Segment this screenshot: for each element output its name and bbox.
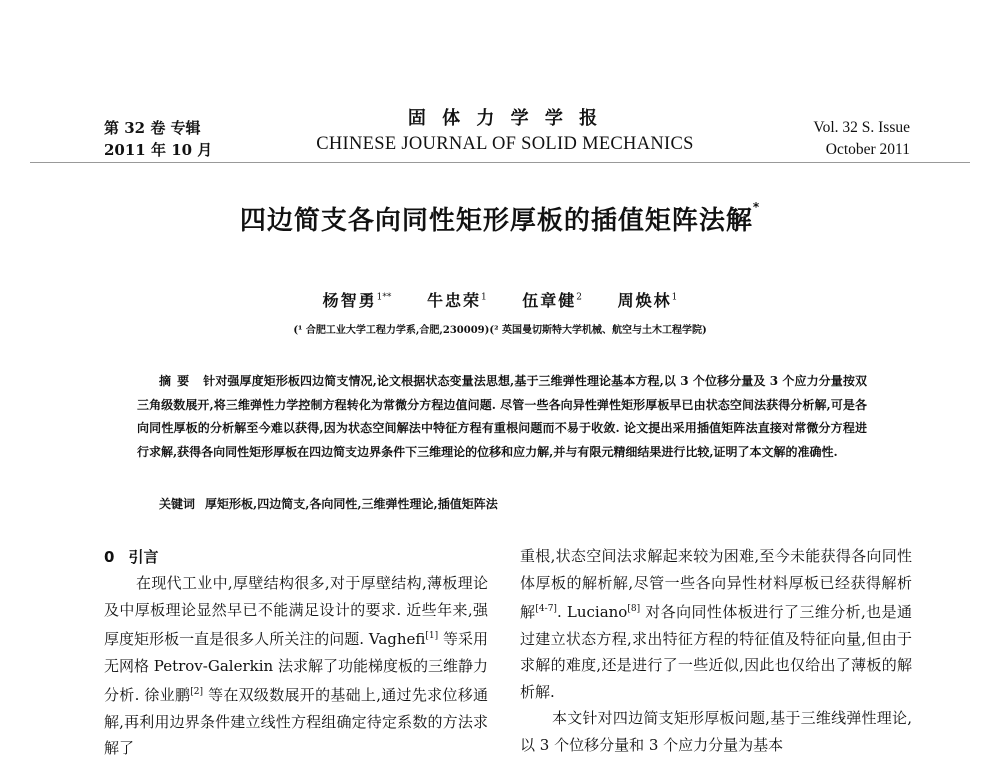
- author: 伍章健$^2$: [522, 291, 583, 310]
- author-list: [0, 288, 1000, 311]
- abstract-text: 针对强厚度矩形板四边简支情况,论文根据状态变量法思想,基于三维弹性理论基本方程,以 3 个位移分量及 3 个应力分量按双三角级数展开,将三维弹性力学控制方程转化为常微分方程边值问题. 尽管一些各向异性弹性矩形厚板早已由状态空间法获得分析解,可是各向同性厚板的分析解至今难以获得,因为状态空间解法中特征方程有重根问题而不易于收敛. 论文提出采用插值矩阵法直接对常微分方程进行求解,获得各向同性矩形厚板在四边简支边界条件下三维理论的位移和应力解,并与有限元精细结果进行比较,证明了本文解的准确性.: [137, 374, 867, 459]
- volume-line-en: Vol. 32 S. Issue: [813, 119, 910, 136]
- keywords-label: 关键词: [159, 497, 196, 511]
- paper-title: [0, 200, 1000, 237]
- paragraph: 重根,状态空间法求解起来较为困难,至今未能获得各向同性体厚板的解析解,尽管一些各向异性材料厚板已经获得解析解[4-7]. Luciano[8] 对各向同性体板进行了三维分析,也是通过建立状态方程,求出特征方程的特征值及特征向量,但由于求解的难度,还是进行了一些近似,因此也仅给出了薄板的解析解.: [520, 547, 912, 701]
- citation: [1]: [425, 631, 439, 641]
- keywords-text: 厚矩形板,四边简支,各向同性,三维弹性理论,插值矩阵法: [205, 497, 498, 511]
- journal-name: [270, 106, 740, 156]
- abstract: [137, 370, 867, 464]
- paper-title-text: 四边简支各向同性矩形厚板的插值矩阵法解: [239, 206, 753, 236]
- abstract-label: 摘要: [159, 374, 196, 388]
- header-rule: [30, 162, 970, 163]
- author: 周焕林$^1$: [617, 291, 678, 310]
- journal-name-en: CHINESE JOURNAL OF SOLID MECHANICS: [316, 134, 694, 154]
- journal-volume-info-en: [780, 117, 910, 161]
- author: 牛忠荣$^1$: [426, 291, 487, 310]
- journal-name-cn: 固 体 力 学 学 报: [407, 108, 603, 129]
- citation: [8]: [627, 604, 641, 614]
- paragraph: 本文针对四边简支矩形厚板问题,基于三维线弹性理论,以 3 个位移分量和 3 个应力分量为基本: [520, 709, 912, 754]
- citation: [4-7]: [535, 604, 557, 614]
- journal-volume-info: [104, 117, 212, 161]
- author: 杨智勇$^{1**}$: [322, 291, 392, 310]
- paragraph: 在现代工业中,厚壁结构很多,对于厚壁结构,薄板理论及中厚板理论显然早已不能满足设计的要求. 近些年来,强厚度矩形板一直是很多人所关注的问题. Vaghefi[1] 等采用无网格 Petrov-Galerkin 法求解了功能梯度板的三维静力分析. 徐业鹏[2] 等在双级数展开的基础上,通过先求位移通解,再利用边界条件建立线性方程组确定待定系数的方法求解了: [104, 574, 488, 757]
- date-line-en: October 2011: [825, 141, 910, 158]
- volume-line: 第 32 卷 专辑: [104, 119, 201, 137]
- section-title: 引言: [128, 548, 159, 566]
- citation: [2]: [190, 687, 204, 697]
- affiliations: (¹ 合肥工业大学工程力学系,合肥,230009)(² 英国曼切斯特大学机械、航空与土木工程学院): [293, 325, 707, 336]
- date-line: 2011 年 10 月: [104, 141, 213, 159]
- body-column-right: [520, 543, 912, 758]
- keywords: [159, 495, 498, 512]
- body-column-left: [104, 570, 488, 762]
- section-number: 0: [104, 548, 115, 566]
- section-heading: [104, 546, 172, 567]
- title-footnote-mark: *: [752, 200, 761, 214]
